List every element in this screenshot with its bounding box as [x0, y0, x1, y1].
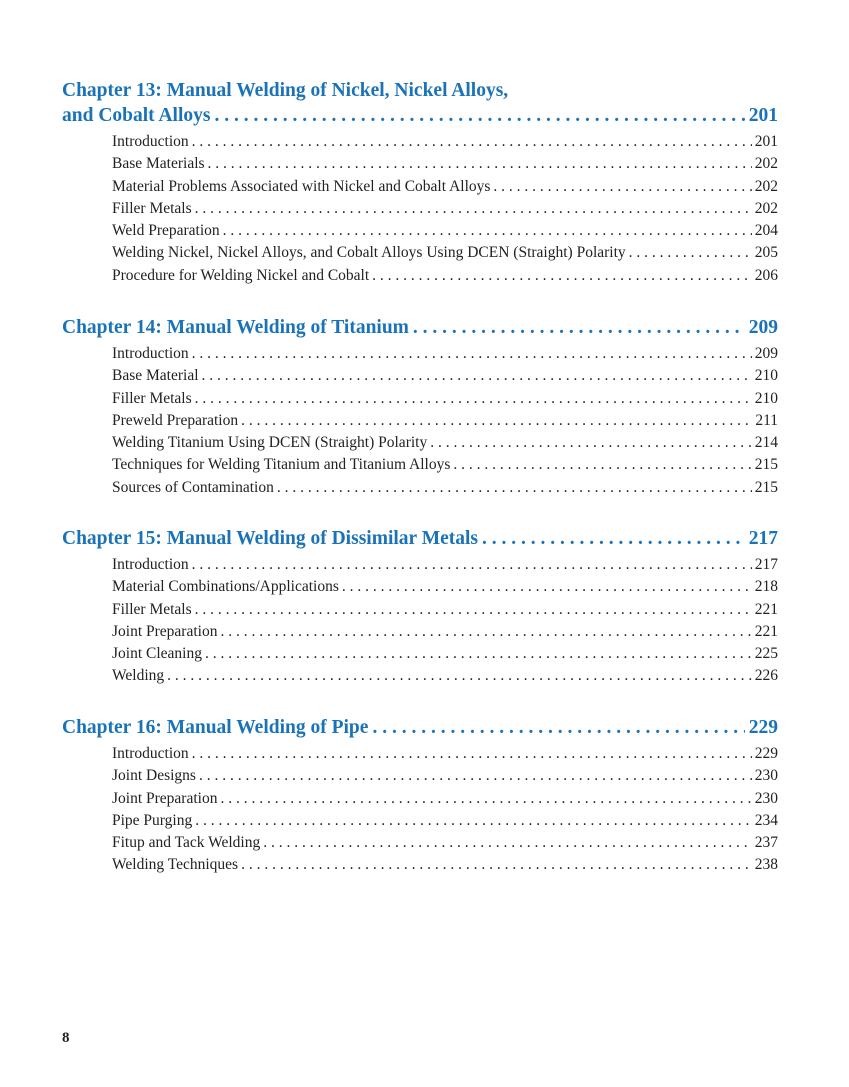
entry-label: Pipe Purging	[112, 811, 193, 829]
dot-leader	[241, 854, 752, 876]
dot-leader	[205, 643, 752, 665]
entry-label: Welding	[112, 667, 165, 685]
toc-entry[interactable]	[112, 854, 778, 876]
dot-leader	[195, 810, 752, 832]
dot-leader	[482, 526, 745, 551]
toc-entry[interactable]	[112, 665, 778, 687]
entry-label: Joint Preparation	[112, 622, 218, 640]
entries	[62, 343, 778, 499]
entry-label: Filler Metals	[112, 600, 192, 618]
dot-leader	[202, 365, 752, 387]
chapter-page: 229	[748, 717, 778, 738]
entry-page: 215	[754, 456, 778, 474]
dot-leader	[241, 410, 752, 432]
toc-entry[interactable]	[112, 554, 778, 576]
entry-page: 226	[754, 667, 778, 685]
toc-entry[interactable]	[112, 576, 778, 598]
entry-page: 221	[754, 600, 778, 618]
dot-leader	[413, 315, 745, 340]
toc-entry[interactable]	[112, 153, 778, 175]
entry-page: 214	[754, 434, 778, 452]
chapter-title-text: Chapter 15: Manual Welding of Dissimilar Metals	[62, 528, 479, 549]
entry-page: 206	[754, 266, 778, 284]
entry-page: 209	[754, 345, 778, 362]
entry-page: 211	[755, 411, 778, 429]
dot-leader	[263, 832, 752, 854]
dot-leader	[223, 220, 752, 242]
chapter-title-line2: and Cobalt Alloys	[62, 105, 211, 126]
chapter-title-text: Chapter 16: Manual Welding of Pipe	[62, 717, 369, 738]
toc-entry[interactable]	[112, 220, 778, 242]
chapter-title	[62, 715, 778, 740]
dot-leader	[195, 388, 752, 410]
dot-leader	[372, 265, 752, 287]
entry-label: Joint Cleaning	[112, 645, 202, 663]
entry-page: 217	[754, 556, 778, 573]
entry-page: 202	[754, 155, 778, 173]
dot-leader	[192, 131, 752, 153]
toc-entry[interactable]	[112, 765, 778, 787]
dot-leader	[430, 432, 752, 454]
entry-page: 218	[754, 578, 778, 596]
chapter-16	[62, 715, 778, 877]
dot-leader	[220, 621, 751, 643]
chapter-title	[62, 78, 778, 128]
entry-page: 201	[754, 133, 778, 150]
toc-entry[interactable]	[112, 410, 778, 432]
toc-entry[interactable]	[112, 343, 778, 365]
dot-leader	[192, 743, 752, 765]
entry-label: Material Combinations/Applications	[112, 578, 339, 596]
entry-page: 215	[754, 478, 778, 496]
toc-entry[interactable]	[112, 432, 778, 454]
dot-leader	[208, 153, 752, 175]
entry-page: 225	[754, 645, 778, 663]
entry-label: Introduction	[112, 133, 189, 150]
dot-leader	[192, 343, 752, 365]
toc-entry[interactable]	[112, 365, 778, 387]
entry-label: Welding Nickel, Nickel Alloys, and Cobalt Alloys Using DCEN (Straight) Polarity	[112, 244, 626, 262]
toc-entry[interactable]	[112, 176, 778, 198]
toc-entry[interactable]	[112, 643, 778, 665]
entry-label: Welding Techniques	[112, 856, 239, 874]
dot-leader	[199, 765, 752, 787]
entry-page: 202	[754, 199, 778, 217]
entry-label: Introduction	[112, 745, 189, 762]
dot-leader	[629, 242, 752, 264]
entry-page: 238	[754, 856, 778, 874]
chapter-15	[62, 526, 778, 688]
entry-label: Introduction	[112, 556, 189, 573]
entry-page: 237	[754, 834, 778, 852]
toc-entry[interactable]	[112, 131, 778, 153]
dot-leader	[167, 665, 752, 687]
chapter-page: 209	[748, 317, 778, 338]
entry-label: Fitup and Tack Welding	[112, 834, 261, 852]
toc-entry[interactable]	[112, 265, 778, 287]
toc-entry[interactable]	[112, 388, 778, 410]
entry-label: Base Materials	[112, 155, 205, 173]
chapter-page: 217	[748, 528, 778, 549]
entry-label: Preweld Preparation	[112, 411, 239, 429]
chapter-page: 201	[748, 105, 778, 126]
dot-leader	[372, 715, 744, 740]
dot-leader	[220, 788, 751, 810]
entries	[62, 131, 778, 287]
toc-entry[interactable]	[112, 454, 778, 476]
toc-entry[interactable]	[112, 599, 778, 621]
dot-leader	[195, 599, 752, 621]
toc-entry[interactable]	[112, 621, 778, 643]
entry-label: Filler Metals	[112, 199, 192, 217]
chapter-title-text: Chapter 14: Manual Welding of Titanium	[62, 317, 409, 338]
entry-page: 230	[754, 789, 778, 807]
entry-label: Sources of Contamination	[112, 478, 274, 496]
dot-leader	[453, 454, 751, 476]
entry-label: Procedure for Welding Nickel and Cobalt	[112, 266, 370, 284]
entry-page: 221	[754, 622, 778, 640]
entries	[62, 743, 778, 877]
entry-page: 205	[754, 244, 778, 262]
toc-entry[interactable]	[112, 477, 778, 499]
toc-entry[interactable]	[112, 743, 778, 765]
chapter-title-line1: Chapter 13: Manual Welding of Nickel, Nickel Alloys,	[62, 80, 509, 101]
entry-page: 202	[754, 177, 778, 195]
dot-leader	[195, 198, 752, 220]
toc-entry[interactable]	[112, 810, 778, 832]
entry-page: 229	[754, 745, 778, 762]
entries	[62, 554, 778, 688]
entry-label: Joint Preparation	[112, 789, 218, 807]
entry-page: 210	[754, 367, 778, 385]
entry-page: 234	[754, 811, 778, 829]
entry-label: Weld Preparation	[112, 222, 220, 240]
dot-leader	[192, 554, 752, 576]
entry-label: Material Problems Associated with Nickel and Cobalt Alloys	[112, 177, 491, 195]
entry-label: Filler Metals	[112, 389, 192, 407]
entry-label: Joint Designs	[112, 767, 196, 785]
dot-leader	[277, 477, 752, 499]
toc-entry[interactable]	[112, 198, 778, 220]
entry-label: Techniques for Welding Titanium and Titanium Alloys	[112, 456, 451, 474]
entry-page: 230	[754, 767, 778, 785]
chapter-title	[62, 315, 778, 340]
chapter-13	[62, 78, 778, 287]
chapter-title	[62, 526, 778, 551]
toc-entry[interactable]	[112, 242, 778, 264]
entry-label: Introduction	[112, 345, 189, 362]
toc-entry[interactable]	[112, 832, 778, 854]
entry-label: Base Material	[112, 367, 199, 385]
entry-page: 210	[754, 389, 778, 407]
entry-label: Welding Titanium Using DCEN (Straight) Polarity	[112, 434, 428, 452]
entry-page: 204	[754, 222, 778, 240]
dot-leader	[214, 103, 744, 128]
page-number: 8	[62, 1030, 70, 1046]
toc-entry[interactable]	[112, 788, 778, 810]
dot-leader	[493, 176, 751, 198]
chapter-14	[62, 315, 778, 499]
dot-leader	[342, 576, 752, 598]
